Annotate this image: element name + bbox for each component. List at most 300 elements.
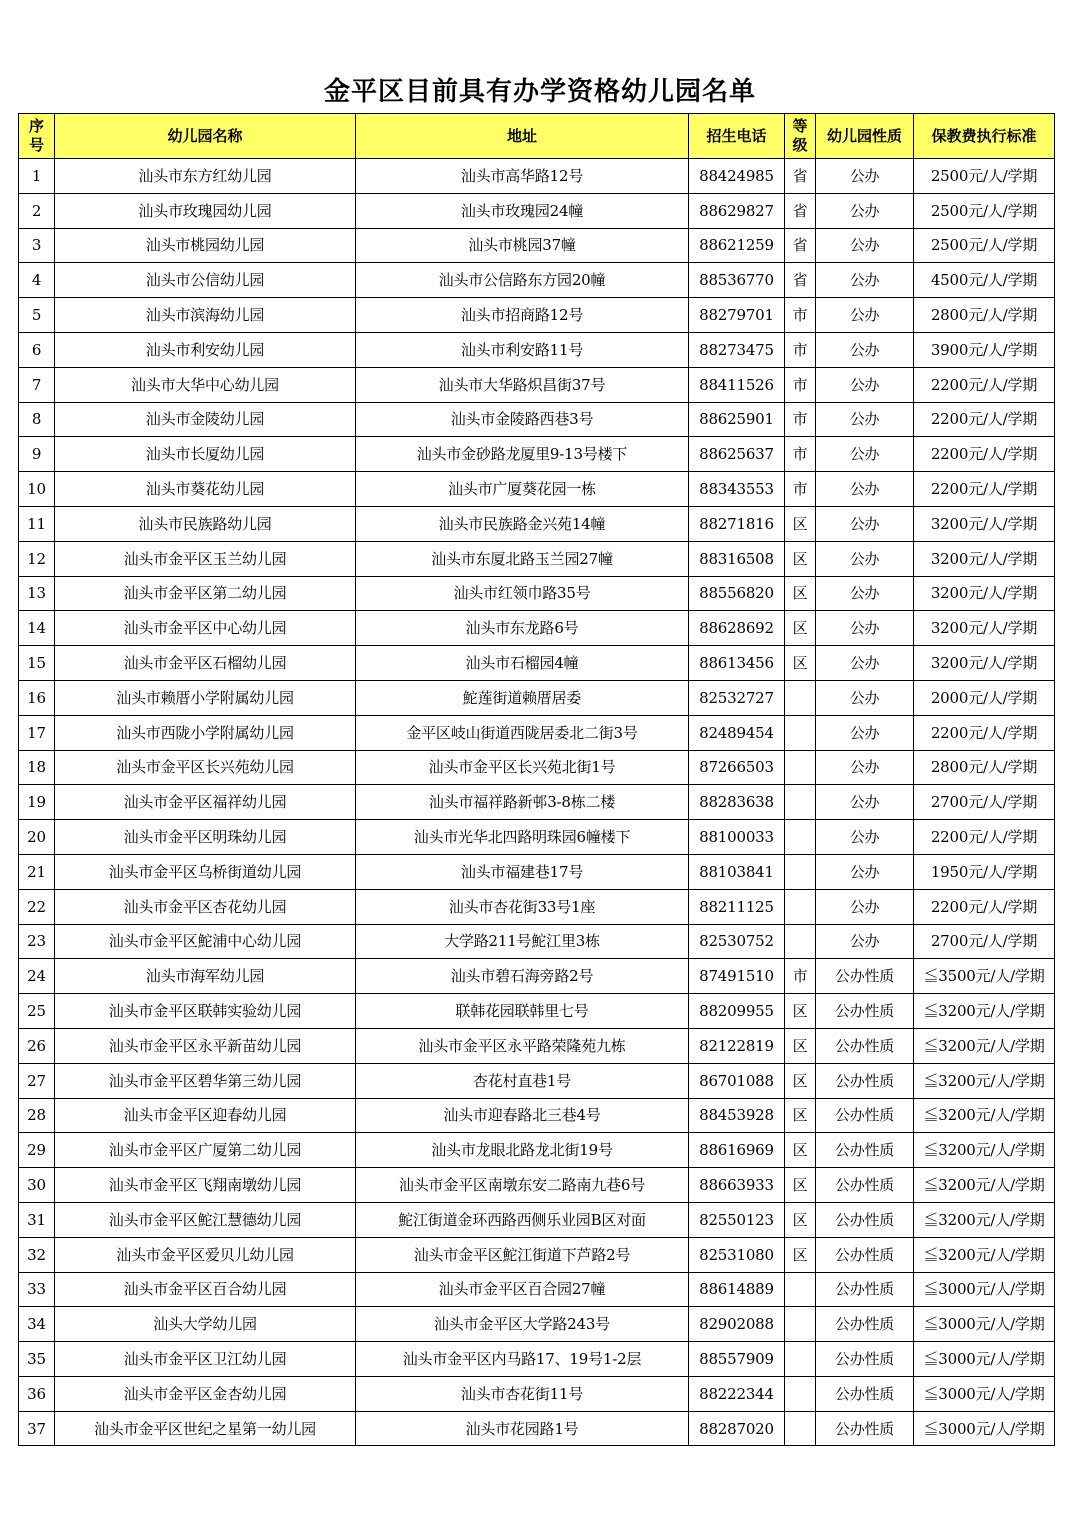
cell-nature: 公办: [816, 924, 914, 959]
table-body: [19, 159, 1055, 1446]
cell-grade: 区: [785, 1098, 816, 1133]
cell-no: 33: [19, 1272, 55, 1307]
cell-fee: 2800元/人/学期: [914, 750, 1055, 785]
cell-name: 汕头市金平区迎春幼儿园: [55, 1098, 356, 1133]
cell-fee: ≦3000元/人/学期: [914, 1376, 1055, 1411]
cell-grade: 区: [785, 1133, 816, 1168]
cell-name: 汕头市金平区鮀浦中心幼儿园: [55, 924, 356, 959]
cell-address: 金平区岐山街道西陇居委北二街3号: [356, 715, 689, 750]
cell-phone: 88557909: [689, 1342, 785, 1377]
cell-nature: 公办性质: [816, 994, 914, 1029]
cell-nature: 公办: [816, 332, 914, 367]
cell-no: 37: [19, 1411, 55, 1446]
cell-name: 汕头市金平区第二幼儿园: [55, 576, 356, 611]
cell-nature: 公办性质: [816, 1411, 914, 1446]
table-row: [19, 1028, 1055, 1063]
cell-fee: ≦3200元/人/学期: [914, 1168, 1055, 1203]
cell-no: 28: [19, 1098, 55, 1133]
cell-name: 汕头市金平区石榴幼儿园: [55, 646, 356, 681]
header-fee: 保教费执行标准: [914, 114, 1055, 159]
cell-grade: 市: [785, 332, 816, 367]
cell-no: 17: [19, 715, 55, 750]
cell-address: 汕头市高华路12号: [356, 159, 689, 194]
cell-no: 14: [19, 611, 55, 646]
cell-name: 汕头市民族路幼儿园: [55, 506, 356, 541]
cell-nature: 公办性质: [816, 1133, 914, 1168]
cell-name: 汕头市金平区金杏幼儿园: [55, 1376, 356, 1411]
cell-no: 7: [19, 367, 55, 402]
table-row: [19, 1098, 1055, 1133]
cell-address: 汕头市玫瑰园24幢: [356, 193, 689, 228]
cell-nature: 公办: [816, 715, 914, 750]
cell-phone: 82550123: [689, 1202, 785, 1237]
cell-nature: 公办: [816, 159, 914, 194]
table-row: [19, 994, 1055, 1029]
table-row: [19, 437, 1055, 472]
cell-name: 汕头大学幼儿园: [55, 1307, 356, 1342]
header-nature: 幼儿园性质: [816, 114, 914, 159]
cell-no: 27: [19, 1063, 55, 1098]
table-row: [19, 820, 1055, 855]
cell-no: 25: [19, 994, 55, 1029]
cell-phone: 88614889: [689, 1272, 785, 1307]
cell-address: 汕头市光华北四路明珠园6幢楼下: [356, 820, 689, 855]
cell-address: 汕头市金平区长兴苑北街1号: [356, 750, 689, 785]
cell-grade: 省: [785, 159, 816, 194]
cell-phone: 88621259: [689, 228, 785, 263]
cell-no: 15: [19, 646, 55, 681]
table-row: [19, 472, 1055, 507]
cell-grade: 省: [785, 228, 816, 263]
cell-nature: 公办: [816, 298, 914, 333]
cell-grade: 市: [785, 472, 816, 507]
cell-phone: 88271816: [689, 506, 785, 541]
cell-phone: 88287020: [689, 1411, 785, 1446]
cell-phone: 88629827: [689, 193, 785, 228]
cell-address: 鮀江街道金环西路西侧乐业园B区对面: [356, 1202, 689, 1237]
cell-fee: ≦3000元/人/学期: [914, 1307, 1055, 1342]
cell-name: 汕头市金平区联韩实验幼儿园: [55, 994, 356, 1029]
cell-address: 汕头市金平区南墩东安二路南九巷6号: [356, 1168, 689, 1203]
cell-name: 汕头市金平区明珠幼儿园: [55, 820, 356, 855]
cell-address: 汕头市杏花街11号: [356, 1376, 689, 1411]
cell-no: 16: [19, 680, 55, 715]
cell-address: 汕头市金平区永平路荣隆苑九栋: [356, 1028, 689, 1063]
cell-no: 8: [19, 402, 55, 437]
cell-grade: 区: [785, 541, 816, 576]
cell-fee: ≦3000元/人/学期: [914, 1342, 1055, 1377]
cell-name: 汕头市金平区鮀江慧德幼儿园: [55, 1202, 356, 1237]
cell-no: 12: [19, 541, 55, 576]
cell-nature: 公办: [816, 750, 914, 785]
table-row: [19, 1168, 1055, 1203]
cell-nature: 公办: [816, 576, 914, 611]
cell-name: 汕头市金平区永平新苗幼儿园: [55, 1028, 356, 1063]
table-row: [19, 541, 1055, 576]
cell-address: 汕头市福祥路新邨3-8栋二楼: [356, 785, 689, 820]
cell-no: 21: [19, 854, 55, 889]
cell-nature: 公办性质: [816, 959, 914, 994]
cell-phone: 88103841: [689, 854, 785, 889]
cell-nature: 公办: [816, 437, 914, 472]
table-row: [19, 1272, 1055, 1307]
cell-address: 汕头市东厦北路玉兰园27幢: [356, 541, 689, 576]
table-row: [19, 193, 1055, 228]
cell-address: 汕头市公信路东方园20幢: [356, 263, 689, 298]
cell-nature: 公办: [816, 611, 914, 646]
cell-name: 汕头市金平区世纪之星第一幼儿园: [55, 1411, 356, 1446]
table-row: [19, 1342, 1055, 1377]
cell-fee: ≦3200元/人/学期: [914, 1098, 1055, 1133]
cell-fee: ≦3200元/人/学期: [914, 1237, 1055, 1272]
cell-no: 11: [19, 506, 55, 541]
cell-address: 杏花村直巷1号: [356, 1063, 689, 1098]
cell-no: 20: [19, 820, 55, 855]
cell-phone: 88556820: [689, 576, 785, 611]
cell-fee: 2500元/人/学期: [914, 159, 1055, 194]
table-row: [19, 1133, 1055, 1168]
header-phone: 招生电话: [689, 114, 785, 159]
cell-no: 13: [19, 576, 55, 611]
cell-name: 汕头市利安幼儿园: [55, 332, 356, 367]
cell-name: 汕头市金平区爱贝儿幼儿园: [55, 1237, 356, 1272]
cell-phone: 88211125: [689, 889, 785, 924]
cell-grade: 区: [785, 1063, 816, 1098]
cell-grade: [785, 889, 816, 924]
cell-address: 汕头市金砂路龙厦里9-13号楼下: [356, 437, 689, 472]
cell-address: 汕头市金平区百合园27幢: [356, 1272, 689, 1307]
cell-phone: 88209955: [689, 994, 785, 1029]
cell-name: 汕头市玫瑰园幼儿园: [55, 193, 356, 228]
cell-no: 9: [19, 437, 55, 472]
cell-name: 汕头市大华中心幼儿园: [55, 367, 356, 402]
table-row: [19, 959, 1055, 994]
cell-address: 大学路211号鮀江里3栋: [356, 924, 689, 959]
cell-phone: 82122819: [689, 1028, 785, 1063]
cell-nature: 公办性质: [816, 1028, 914, 1063]
cell-phone: 82532727: [689, 680, 785, 715]
cell-address: 汕头市金平区鮀江街道下芦路2号: [356, 1237, 689, 1272]
cell-nature: 公办: [816, 646, 914, 681]
cell-phone: 82530752: [689, 924, 785, 959]
cell-grade: [785, 1272, 816, 1307]
cell-grade: 区: [785, 611, 816, 646]
header-grade: 等级: [785, 114, 816, 159]
cell-address: 汕头市龙眼北路龙北街19号: [356, 1133, 689, 1168]
cell-grade: 市: [785, 298, 816, 333]
header-name: 幼儿园名称: [55, 114, 356, 159]
cell-address: 汕头市杏花街33号1座: [356, 889, 689, 924]
cell-address: 汕头市利安路11号: [356, 332, 689, 367]
table-row: [19, 854, 1055, 889]
cell-grade: 省: [785, 263, 816, 298]
cell-address: 汕头市大华路炽昌街37号: [356, 367, 689, 402]
cell-nature: 公办性质: [816, 1237, 914, 1272]
cell-fee: 2200元/人/学期: [914, 889, 1055, 924]
cell-phone: 82531080: [689, 1237, 785, 1272]
cell-grade: 市: [785, 402, 816, 437]
table-row: [19, 889, 1055, 924]
cell-fee: 4500元/人/学期: [914, 263, 1055, 298]
cell-nature: 公办: [816, 889, 914, 924]
cell-nature: 公办: [816, 854, 914, 889]
cell-name: 汕头市金平区玉兰幼儿园: [55, 541, 356, 576]
cell-fee: 3200元/人/学期: [914, 541, 1055, 576]
cell-address: 汕头市金平区内马路17、19号1-2层: [356, 1342, 689, 1377]
cell-no: 31: [19, 1202, 55, 1237]
cell-nature: 公办性质: [816, 1272, 914, 1307]
cell-phone: 82489454: [689, 715, 785, 750]
cell-phone: 88100033: [689, 820, 785, 855]
cell-fee: ≦3000元/人/学期: [914, 1411, 1055, 1446]
table-row: [19, 1411, 1055, 1446]
cell-phone: 82902088: [689, 1307, 785, 1342]
cell-fee: ≦3200元/人/学期: [914, 1202, 1055, 1237]
cell-address: 汕头市石榴园4幢: [356, 646, 689, 681]
cell-no: 35: [19, 1342, 55, 1377]
cell-nature: 公办: [816, 263, 914, 298]
cell-grade: 区: [785, 646, 816, 681]
cell-name: 汕头市东方红幼儿园: [55, 159, 356, 194]
cell-address: 汕头市民族路金兴苑14幢: [356, 506, 689, 541]
cell-nature: 公办: [816, 820, 914, 855]
cell-fee: ≦3200元/人/学期: [914, 994, 1055, 1029]
table-row: [19, 750, 1055, 785]
cell-name: 汕头市海军幼儿园: [55, 959, 356, 994]
cell-fee: 3200元/人/学期: [914, 646, 1055, 681]
cell-grade: [785, 820, 816, 855]
cell-nature: 公办性质: [816, 1063, 914, 1098]
table-row: [19, 646, 1055, 681]
cell-fee: ≦3200元/人/学期: [914, 1063, 1055, 1098]
cell-fee: 2500元/人/学期: [914, 193, 1055, 228]
cell-fee: 2000元/人/学期: [914, 680, 1055, 715]
table-row: [19, 611, 1055, 646]
cell-address: 汕头市红领巾路35号: [356, 576, 689, 611]
cell-grade: 区: [785, 1028, 816, 1063]
cell-name: 汕头市葵花幼儿园: [55, 472, 356, 507]
table-row: [19, 680, 1055, 715]
cell-phone: 88222344: [689, 1376, 785, 1411]
cell-phone: 88628692: [689, 611, 785, 646]
kindergarten-table: [18, 113, 1055, 1446]
cell-no: 30: [19, 1168, 55, 1203]
cell-fee: 2500元/人/学期: [914, 228, 1055, 263]
cell-name: 汕头市长厦幼儿园: [55, 437, 356, 472]
cell-no: 34: [19, 1307, 55, 1342]
table-row: [19, 332, 1055, 367]
table-row: [19, 1063, 1055, 1098]
cell-nature: 公办: [816, 472, 914, 507]
cell-phone: 88663933: [689, 1168, 785, 1203]
cell-phone: 88625901: [689, 402, 785, 437]
cell-name: 汕头市金平区乌桥街道幼儿园: [55, 854, 356, 889]
cell-grade: [785, 750, 816, 785]
cell-address: 汕头市迎春路北三巷4号: [356, 1098, 689, 1133]
cell-fee: 2800元/人/学期: [914, 298, 1055, 333]
cell-nature: 公办性质: [816, 1098, 914, 1133]
cell-fee: 2200元/人/学期: [914, 715, 1055, 750]
cell-nature: 公办: [816, 367, 914, 402]
page-title: 金平区目前具有办学资格幼儿园名单: [323, 77, 756, 107]
table-header-row: [19, 114, 1055, 159]
cell-grade: 省: [785, 193, 816, 228]
cell-grade: 市: [785, 437, 816, 472]
cell-address: 汕头市福建巷17号: [356, 854, 689, 889]
cell-phone: 88343553: [689, 472, 785, 507]
cell-fee: 2200元/人/学期: [914, 437, 1055, 472]
cell-grade: 市: [785, 367, 816, 402]
cell-grade: 市: [785, 959, 816, 994]
table-row: [19, 1376, 1055, 1411]
header-no: 序号: [19, 114, 55, 159]
cell-fee: ≦3500元/人/学期: [914, 959, 1055, 994]
cell-phone: 87266503: [689, 750, 785, 785]
cell-address: 汕头市桃园37幢: [356, 228, 689, 263]
cell-fee: ≦3200元/人/学期: [914, 1133, 1055, 1168]
cell-grade: 区: [785, 1202, 816, 1237]
cell-nature: 公办: [816, 402, 914, 437]
cell-address: 汕头市广厦葵花园一栋: [356, 472, 689, 507]
cell-phone: 88536770: [689, 263, 785, 298]
cell-name: 汕头市金平区福祥幼儿园: [55, 785, 356, 820]
cell-address: 鮀莲街道赖厝居委: [356, 680, 689, 715]
cell-grade: 区: [785, 576, 816, 611]
cell-no: 32: [19, 1237, 55, 1272]
cell-nature: 公办: [816, 228, 914, 263]
cell-name: 汕头市西陇小学附属幼儿园: [55, 715, 356, 750]
table-row: [19, 506, 1055, 541]
cell-name: 汕头市金平区百合幼儿园: [55, 1272, 356, 1307]
table-row: [19, 367, 1055, 402]
cell-phone: 88279701: [689, 298, 785, 333]
cell-grade: [785, 1411, 816, 1446]
cell-grade: 区: [785, 994, 816, 1029]
cell-no: 2: [19, 193, 55, 228]
cell-grade: [785, 1376, 816, 1411]
cell-grade: [785, 854, 816, 889]
cell-grade: [785, 715, 816, 750]
table-row: [19, 576, 1055, 611]
cell-no: 22: [19, 889, 55, 924]
cell-fee: 3200元/人/学期: [914, 611, 1055, 646]
cell-name: 汕头市金平区飞翔南墩幼儿园: [55, 1168, 356, 1203]
cell-nature: 公办: [816, 680, 914, 715]
cell-no: 23: [19, 924, 55, 959]
cell-no: 29: [19, 1133, 55, 1168]
cell-no: 4: [19, 263, 55, 298]
cell-name: 汕头市公信幼儿园: [55, 263, 356, 298]
cell-address: 汕头市金陵路西巷3号: [356, 402, 689, 437]
table-row: [19, 1237, 1055, 1272]
cell-no: 6: [19, 332, 55, 367]
cell-fee: 2700元/人/学期: [914, 924, 1055, 959]
cell-address: 联韩花园联韩里七号: [356, 994, 689, 1029]
cell-nature: 公办性质: [816, 1376, 914, 1411]
cell-name: 汕头市滨海幼儿园: [55, 298, 356, 333]
cell-fee: ≦3000元/人/学期: [914, 1272, 1055, 1307]
cell-no: 26: [19, 1028, 55, 1063]
cell-nature: 公办性质: [816, 1342, 914, 1377]
cell-phone: 88316508: [689, 541, 785, 576]
cell-phone: 88616969: [689, 1133, 785, 1168]
cell-no: 1: [19, 159, 55, 194]
cell-nature: 公办: [816, 506, 914, 541]
cell-fee: 3200元/人/学期: [914, 576, 1055, 611]
cell-name: 汕头市金平区中心幼儿园: [55, 611, 356, 646]
cell-grade: 区: [785, 1168, 816, 1203]
table-row: [19, 715, 1055, 750]
cell-name: 汕头市金平区卫江幼儿园: [55, 1342, 356, 1377]
cell-address: 汕头市花园路1号: [356, 1411, 689, 1446]
cell-nature: 公办: [816, 785, 914, 820]
cell-phone: 88411526: [689, 367, 785, 402]
cell-fee: 2700元/人/学期: [914, 785, 1055, 820]
cell-address: 汕头市东龙路6号: [356, 611, 689, 646]
cell-name: 汕头市赖厝小学附属幼儿园: [55, 680, 356, 715]
table-row: [19, 1307, 1055, 1342]
cell-no: 19: [19, 785, 55, 820]
cell-name: 汕头市金平区广厦第二幼儿园: [55, 1133, 356, 1168]
cell-name: 汕头市桃园幼儿园: [55, 228, 356, 263]
cell-nature: 公办性质: [816, 1202, 914, 1237]
cell-phone: 86701088: [689, 1063, 785, 1098]
cell-grade: [785, 785, 816, 820]
table-row: [19, 228, 1055, 263]
cell-address: 汕头市招商路12号: [356, 298, 689, 333]
cell-phone: 88625637: [689, 437, 785, 472]
cell-fee: ≦3200元/人/学期: [914, 1028, 1055, 1063]
table-row: [19, 924, 1055, 959]
cell-phone: 88283638: [689, 785, 785, 820]
cell-nature: 公办性质: [816, 1168, 914, 1203]
header-address: 地址: [356, 114, 689, 159]
cell-no: 36: [19, 1376, 55, 1411]
cell-grade: [785, 680, 816, 715]
cell-nature: 公办: [816, 193, 914, 228]
cell-no: 5: [19, 298, 55, 333]
cell-phone: 87491510: [689, 959, 785, 994]
cell-grade: 区: [785, 1237, 816, 1272]
cell-name: 汕头市金平区长兴苑幼儿园: [55, 750, 356, 785]
cell-grade: 区: [785, 506, 816, 541]
cell-fee: 3200元/人/学期: [914, 506, 1055, 541]
cell-no: 3: [19, 228, 55, 263]
table-row: [19, 402, 1055, 437]
cell-address: 汕头市金平区大学路243号: [356, 1307, 689, 1342]
cell-phone: 88453928: [689, 1098, 785, 1133]
cell-address: 汕头市碧石海旁路2号: [356, 959, 689, 994]
cell-fee: 2200元/人/学期: [914, 367, 1055, 402]
cell-grade: [785, 1342, 816, 1377]
cell-phone: 88424985: [689, 159, 785, 194]
table-row: [19, 298, 1055, 333]
cell-fee: 3900元/人/学期: [914, 332, 1055, 367]
cell-no: 18: [19, 750, 55, 785]
table-row: [19, 159, 1055, 194]
table-row: [19, 785, 1055, 820]
cell-nature: 公办性质: [816, 1307, 914, 1342]
cell-fee: 1950元/人/学期: [914, 854, 1055, 889]
cell-no: 10: [19, 472, 55, 507]
cell-fee: 2200元/人/学期: [914, 820, 1055, 855]
cell-name: 汕头市金平区杏花幼儿园: [55, 889, 356, 924]
cell-name: 汕头市金平区碧华第三幼儿园: [55, 1063, 356, 1098]
table-row: [19, 263, 1055, 298]
cell-fee: 2200元/人/学期: [914, 402, 1055, 437]
cell-grade: [785, 1307, 816, 1342]
cell-grade: [785, 924, 816, 959]
